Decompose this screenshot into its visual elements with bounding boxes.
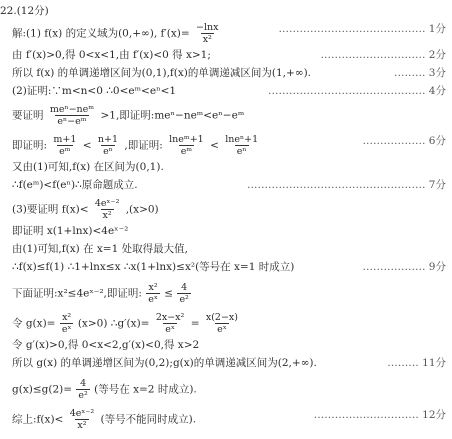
line-text: (等号在 x=2 时成立). [94,383,197,396]
line-text: < [82,139,92,152]
fraction [48,104,96,127]
line-text: ≤ [164,287,174,300]
line-text: ∴f(eᵐ)<f(eⁿ)∴原命题成立. [12,179,138,191]
line-text: 由 f′(x)>0,得 0<x<1,由 f′(x)<0 得 x>1; [12,49,211,61]
fraction-numerator: lneⁿ+1 [225,134,259,145]
fraction-denominator: eˣ [217,324,227,335]
line-text: 下面证明:x²≤4eˣ⁻²,即证明: [12,287,142,300]
fraction [223,134,260,157]
line-text: 又由(1)可知,f(x) 在区间为(0,1). [12,161,164,173]
fraction-numerator: meⁿ−neᵐ [49,104,95,115]
fraction-denominator: eᵐ [59,146,71,157]
fraction [76,378,89,401]
score-mark: ……… 3分 [393,67,446,79]
line-text: 由(1)可知,f(x) 在 x=1 处取得最大值, [12,243,188,255]
fraction-denominator: x² [202,34,212,45]
line-text: 即证明 x(1+lnx)<4eˣ⁻² [12,225,129,237]
line-text: 所以 g(x) 的单调递增区间为(0,2);g(x)的单调递减区间为(2,+∞). [12,357,317,369]
fraction-denominator: eᵐ [180,146,193,157]
fraction-numerator: n+1 [97,134,119,145]
score-mark: …………………………………………… 7分 [246,179,446,191]
line-text: (3)要证明 f(x)< [12,203,89,216]
fraction-denominator: x² [77,420,87,431]
fraction-numerator: 4eˣ⁻² [69,408,95,419]
line-text: 令 g(x)= [12,317,56,330]
fraction-numerator: 4 [181,282,188,293]
fraction-denominator: eⁿ [236,146,247,157]
fraction-numerator: x(2−x) [205,312,238,323]
problem-number: 22.(12分) [0,5,49,17]
fraction-denominator: e² [179,294,189,305]
fraction-numerator: m+1 [53,134,77,145]
line-text: 解:(1) f(x) 的定义域为(0,+∞), f′(x)= [12,27,190,40]
line-text: ,即证明: [124,139,163,152]
line-text: ∴f(x)≤f(1) ∴1+lnx≤x ∴x(1+lnx)≤x²(等号在 x=1 时成立) [12,261,295,273]
score-mark: ………………………… 12分 [313,409,446,421]
fraction-denominator: eⁿ−eᵐ [57,116,87,127]
fraction-numerator: lneᵐ+1 [169,134,204,145]
fraction [68,408,97,431]
line-text: < [210,139,219,152]
fraction-denominator: e² [78,390,88,401]
fraction [204,312,240,335]
fraction [177,282,190,305]
fraction [167,134,206,157]
fraction-denominator: eⁿ [103,146,113,157]
line-text: = [190,317,200,330]
line-text: ,(x>0) [125,203,159,216]
fraction-numerator: x² [62,312,72,323]
score-mark: ………………………… 2分 [320,49,446,61]
fraction [93,198,122,221]
score-mark: …………………………………… 1分 [278,23,446,35]
score-mark: ……………………………………… 4分 [267,85,446,97]
fraction [51,134,78,157]
line-text: >1,即证明:meⁿ−neᵐ<eⁿ−eᵐ [100,109,245,122]
fraction-denominator: eˣ [148,294,158,305]
score-mark: ……… 11分 [387,357,446,369]
fraction-numerator: −lnx [196,22,219,33]
score-mark: ……………… 6分 [362,135,446,147]
line-text: 令 g′(x)>0,得 0<x<2,g′(x)<0,得 x>2 [12,339,200,351]
line-text: 所以 f(x) 的单调递增区间为(0,1),f(x)的单调递减区间为(1,+∞). [12,67,311,79]
fraction [194,22,220,45]
line-text: (x>0) ∴g′(x)= [77,317,150,330]
line-text: 综上:f(x)< [12,413,64,426]
fraction [60,312,74,335]
line-text: (等号不能同时成立). [100,413,197,426]
fraction-denominator: x² [102,210,112,221]
fraction-numerator: 2x−x² [155,312,185,323]
line-text: g(x)≤g(2)= [12,383,73,396]
fraction [146,282,160,305]
fraction-denominator: eˣ [61,324,72,335]
fraction-numerator: 4eˣ⁻² [94,198,120,209]
score-mark: ……………… 9分 [362,261,446,273]
fraction-numerator: x² [148,282,158,293]
line-text: 即证明: [12,139,48,152]
fraction-denominator: eˣ [165,324,175,335]
line-text: 要证明 [12,109,44,122]
line-text: (2)证明:∵m<n<0 ∴0<eᵐ<eⁿ<1 [12,85,177,97]
fraction-numerator: 4 [80,378,87,389]
fraction [96,134,120,157]
fraction [154,312,187,335]
